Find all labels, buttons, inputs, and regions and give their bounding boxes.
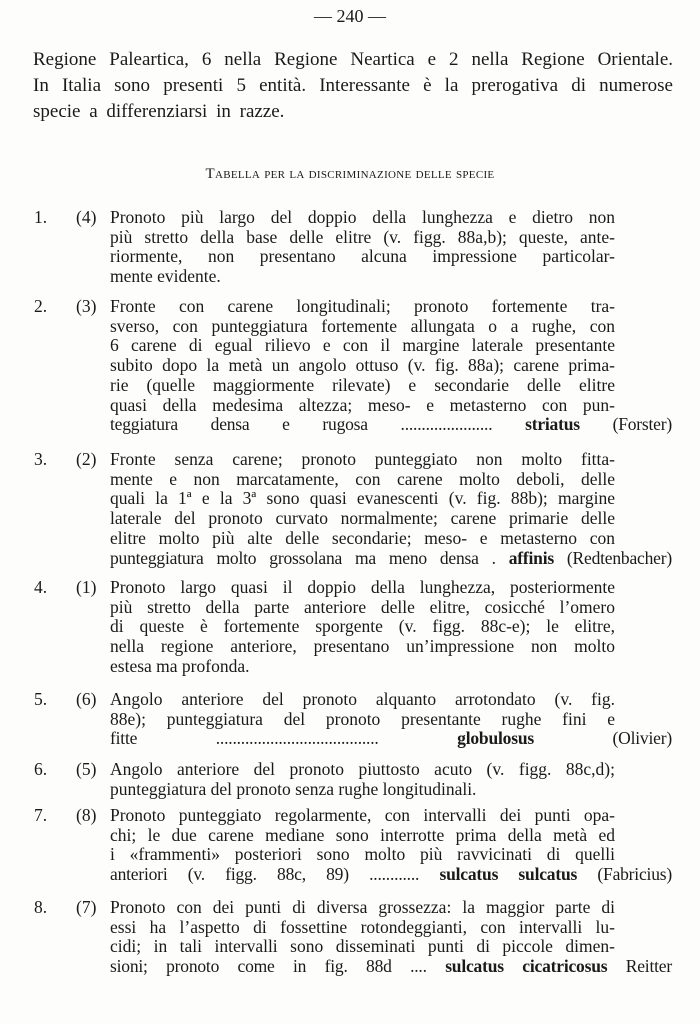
description-line: quasi della medesima altezza; meso- e metasterno con pun- [110,394,615,415]
description-line: laterale del pronoto curvato normalmente; carene primarie delle [110,508,615,529]
item-number: 7. [34,805,48,825]
description-line: 6 carene di egual rilievo e con il margine laterale presentante [110,335,615,356]
description-line: essi ha l’aspetto di fossettine rotondeggianti, con intervalli lu- [110,916,615,937]
species-name: globulosus [457,728,534,749]
item-number: 4. [34,577,48,597]
page-number: — 240 — [314,6,386,26]
description-line: di queste è fortemente sporgente (v. figg. 88c-e); le elitre, [110,616,615,637]
description-line: i «frammenti» posteriori sono molto più ravvicinati di quelli [110,844,615,865]
description-line: più stretto della parte anteriore delle elitre, cosicché l’omero [110,596,615,617]
item-reference: (4) [76,207,97,227]
species-author: (Olivier) [612,728,672,749]
item-number: 1. [34,207,48,227]
description-line: elitre molto più alte delle secondarie; meso- e metasterno con [110,527,615,548]
description-line: mente evidente. [110,266,221,287]
intro-line: Regione Paleartica, 6 nella Regione Neartica e 2 nella Regione Orientale. [33,49,673,70]
species-name: affinis [508,547,554,568]
item-reference: (6) [76,689,97,709]
item-description [110,690,672,749]
item-reference: (7) [76,897,97,917]
item-number: 3. [34,449,48,469]
species-author: Reitter [625,956,672,977]
item-reference: (8) [76,805,97,825]
item-description [110,578,615,677]
description-line: sverso, con punteggiatura fortemente allungata o a rughe, con [110,315,615,336]
intro-line: In Italia sono presenti 5 entità. Interessante è la prerogativa di numerose [33,75,673,96]
description-line [110,865,672,885]
description-line: Fronte senza carene; pronoto punteggiato non molto fitta- [110,449,615,469]
description-line: più stretto della base delle elitre (v. figg. 88a,b); queste, ante- [110,226,615,247]
description-line: Pronoto più largo del doppio della lunghezza e dietro non [110,207,615,227]
description-line: subito dopo la metà un angolo ottuso (v. fig. 88a); carene prima- [110,355,615,376]
intro-paragraph [33,47,673,125]
species-name: sulcatus sulcatus [439,864,578,885]
description-line-text: fitte ....................................... [110,728,379,749]
item-description [110,208,615,287]
species-name: striatus [525,414,580,435]
description-line: nella regione anteriore, presentano un’impressione non molto [110,636,615,657]
item-number: 2. [34,296,48,316]
description-line: quali la 1ª e la 3ª sono quasi evanescenti (v. fig. 88b); margine [110,488,615,509]
item-reference: (2) [76,449,97,469]
item-description [110,760,615,799]
description-line: 88e); punteggiatura del pronoto presentante rughe fini e [110,708,615,729]
item-number: 8. [34,897,48,917]
item-reference: (5) [76,759,97,779]
description-line: riormente, non presentano alcuna impressione particolar- [110,246,615,267]
table-heading: Tabella per la discriminazione delle specie [205,166,495,182]
description-line: Angolo anteriore del pronoto alquanto arrotondato (v. fig. [110,689,615,709]
description-line-text: anteriori (v. figg. 88c, 89) ............ [110,864,420,885]
description-line: estesa ma profonda. [110,655,250,676]
description-line-text: teggiatura densa e rugosa ...................... [110,414,493,435]
species-author: (Forster) [612,414,672,435]
description-line: mente e non marcatamente, con carene molto deboli, delle [110,468,615,489]
description-line: Pronoto punteggiato regolarmente, con intervalli dei punti opa- [110,805,615,825]
item-number: 6. [34,759,48,779]
description-line-text: punteggiatura molto grossolana ma meno densa . [110,547,496,568]
description-line: punteggiatura del pronoto senza rughe longitudinali. [110,778,477,799]
description-line: Angolo anteriore del pronoto piuttosto acuto (v. figg. 88c,d); [110,759,615,779]
description-line: chi; le due carene mediane sono interrotte prima della metà ed [110,824,615,845]
description-line [110,549,672,569]
item-reference: (1) [76,577,97,597]
description-line [110,957,672,977]
item-reference: (3) [76,296,97,316]
species-author: (Redtenbacher) [566,547,672,568]
item-description [110,450,672,568]
description-line: cidi; in tali intervalli sono disseminati punti di piccole dimen- [110,936,615,957]
description-line: rie (quelle maggiormente rilevate) e secondarie delle elitre [110,374,615,395]
description-line: Pronoto con dei punti di diversa grossezza: la maggior parte di [110,897,615,917]
description-line-text: sioni; pronoto come in fig. 88d .... [110,956,427,977]
item-description [110,297,672,435]
description-line [110,415,672,435]
item-description [110,806,672,885]
description-line: Fronte con carene longitudinali; pronoto fortemente tra- [110,296,615,316]
species-name: sulcatus cicatricosus [445,956,608,977]
description-line [110,729,672,749]
description-line: Pronoto largo quasi il doppio della lunghezza, posteriormente [110,577,615,597]
intro-line: specie a differenziarsi in razze. [33,101,285,122]
item-description [110,898,672,977]
item-number: 5. [34,689,48,709]
species-author: (Fabricius) [597,864,672,885]
